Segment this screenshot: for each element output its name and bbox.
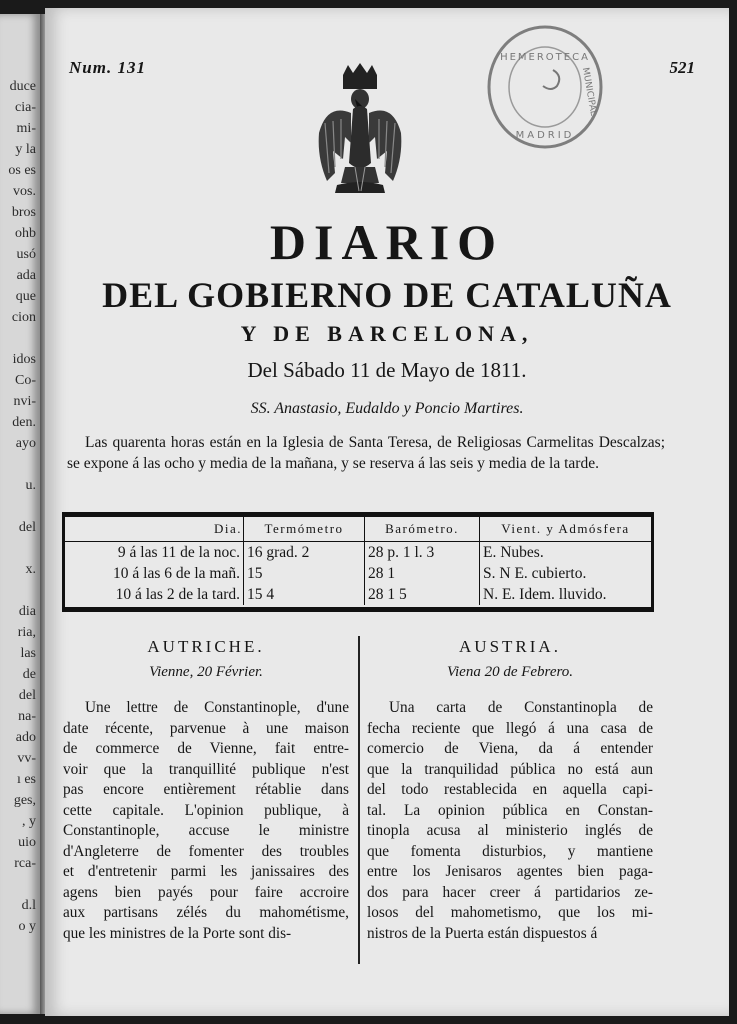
article-line: cette capitale. L'opinion publique, à <box>63 801 349 819</box>
facing-page-fragment: idos <box>12 352 36 367</box>
masthead-subtitle-2: Y DE BARCELONA, <box>240 321 534 346</box>
issue-number: Num. 131 <box>69 58 146 77</box>
article-line: tal. La opinion pública en Constan- <box>367 801 653 819</box>
article-line: Une lettre de Constantinople, d'une <box>85 699 349 716</box>
article-line: de commerce de Vienne, fait entre- <box>63 740 349 757</box>
article-line: que fomenta disturbios, y mantiene <box>367 842 653 860</box>
facing-page-fragment: que <box>15 289 36 304</box>
table-row <box>65 584 651 605</box>
facing-page-fragment: nvi- <box>13 394 36 409</box>
facing-page-edge <box>0 14 40 1014</box>
facing-page-fragment: , y <box>22 814 36 829</box>
article-line: aux partisans zélés du mahométisme, <box>63 904 349 921</box>
facing-page-fragment: de <box>22 667 36 682</box>
weather-barometer-cell: 28 1 <box>365 563 480 584</box>
facing-page-fragment: d.l <box>21 898 36 913</box>
article-body <box>367 698 653 944</box>
library-stamp <box>483 20 607 154</box>
weather-thermometer-cell: 15 <box>244 563 365 584</box>
column-divider <box>358 636 360 964</box>
article-line: que la tranquilidad pública no está aun <box>367 760 653 778</box>
facing-page-fragment: cia- <box>15 100 36 115</box>
table-row <box>65 542 651 564</box>
facing-page-fragment: os es <box>8 163 36 178</box>
weather-header-wind: Vient. y Admósfera <box>480 517 652 542</box>
article-line: pas encore entièrement rétablie dans <box>63 781 349 798</box>
weather-thermometer-cell: 16 grad. 2 <box>244 542 365 564</box>
weather-header-barometer: Barómetro. <box>365 517 480 542</box>
masthead-title: DIARIO <box>269 214 505 270</box>
weather-table <box>62 512 654 612</box>
crowned-eagle-emblem <box>315 63 405 203</box>
facing-page-fragment: las <box>20 646 36 661</box>
article-line: et d'entretenir parmi les janissaires des <box>63 863 349 880</box>
article-french <box>63 634 349 944</box>
facing-page-fragment: cion <box>11 310 36 325</box>
facing-page-fragment: bros <box>11 205 36 220</box>
saints-of-day: SS. Anastasio, Eudaldo y Poncio Martires. <box>250 400 524 417</box>
facing-page-fragment: ado <box>15 730 36 745</box>
facing-page-fragment: vv- <box>17 751 36 766</box>
weather-header-day: Dia. <box>65 517 244 542</box>
weather-wind-cell: E. Nubes. <box>483 543 544 561</box>
article-line: losos del mahometismo, que los mi- <box>367 904 653 921</box>
issue-date: Del Sábado 11 de Mayo de 1811. <box>247 358 527 382</box>
article-spanish <box>367 634 653 944</box>
table-row <box>65 563 651 584</box>
facing-page-fragment: ohb <box>15 226 36 241</box>
weather-wind-cell: S. N E. cubierto. <box>483 564 587 582</box>
weather-thermometer-cell: 15 4 <box>244 584 365 605</box>
newspaper-page <box>45 8 729 1016</box>
facing-page-fragment: u. <box>25 478 36 493</box>
article-line: agens bien payés pour faire accroire <box>63 883 349 901</box>
facing-page-fragment: vos. <box>13 184 36 199</box>
weather-wind-cell: N. E. Idem. lluvido. <box>483 585 607 603</box>
article-body <box>63 698 349 944</box>
facing-page-fragment: den. <box>12 415 36 430</box>
weather-day-cell: 10 á las 6 de la mañ. <box>65 563 244 584</box>
facing-page-fragment: ada <box>16 268 36 283</box>
article-line: dos para hacer creer á partidarios ze- <box>367 883 653 901</box>
facing-page-fragment: ges, <box>13 793 36 808</box>
facing-page-fragment: y la <box>15 142 36 157</box>
article-line: d'Angleterre de fomenter des troubles <box>63 842 349 860</box>
facing-page-fragment: usó <box>16 247 36 262</box>
weather-barometer-cell: 28 1 5 <box>365 584 480 605</box>
page-number: 521 <box>669 58 695 77</box>
facing-page-fragment: dia <box>18 604 36 619</box>
article-line: que les ministres de la Porte sont dis- <box>63 924 292 942</box>
article-line: tinopla acusa al ministerio inglés de <box>367 822 653 839</box>
article-dateline: Viena 20 de Febrero. <box>446 664 574 680</box>
svg-text:MADRID: MADRID <box>515 130 575 141</box>
weather-day-cell: 10 á las 2 de la tard. <box>65 584 244 605</box>
facing-page-fragment: ayo <box>15 436 36 451</box>
article-line: del todo restablecida en aquella capi- <box>367 781 653 798</box>
article-heading: AUSTRIA. <box>459 637 561 656</box>
article-line: nistros de la Puerta están dispuestos á <box>367 924 598 942</box>
facing-page-fragment: Co- <box>15 373 36 388</box>
article-line: comercio de Viena, da á entender <box>367 740 653 757</box>
facing-page-fragment: duce <box>9 79 36 94</box>
article-line: date récente, parvenue à une maison <box>63 719 349 737</box>
religious-notice: Las quarenta horas están en la Iglesia de Santa Teresa, de Religiosas Carmelitas Descalzas; se expone á las ocho y media de la mañana, y se reserva á las seis y media de la tarde. <box>67 434 665 472</box>
article-line: Constantinople, accuse le ministre <box>63 822 349 839</box>
facing-page-fragment: ı es <box>16 772 36 787</box>
weather-barometer-cell: 28 p. 1 l. 3 <box>365 542 480 564</box>
weather-header-thermometer: Termómetro <box>244 517 365 542</box>
facing-page-fragment: del <box>18 520 36 535</box>
facing-page-fragment: mi- <box>16 121 36 136</box>
facing-page-fragment: uio <box>18 835 36 850</box>
facing-page-fragment: o y <box>18 919 36 934</box>
weather-day-cell: 9 á las 11 de la noc. <box>65 542 244 564</box>
article-line: Una carta de Constantinopla de <box>389 699 653 716</box>
masthead-subtitle: DEL GOBIERNO DE CATALUÑA <box>102 275 672 315</box>
article-line: voir que la tranquillité publique n'est <box>63 760 349 778</box>
facing-page-fragment: rca- <box>14 856 36 871</box>
facing-page-fragment: na- <box>18 709 36 724</box>
facing-page-fragment: x. <box>25 562 36 577</box>
article-line: entre los Jenisaros agentes bien paga- <box>367 863 653 880</box>
article-line: fecha reciente que llegó á una casa de <box>367 719 653 737</box>
article-dateline: Vienne, 20 Février. <box>149 664 263 680</box>
facing-page-fragment: del <box>18 688 36 703</box>
article-heading: AUTRICHE. <box>147 637 265 656</box>
svg-text:MUNICIPAL: MUNICIPAL <box>579 66 599 117</box>
facing-page-fragment: ria, <box>17 625 36 640</box>
svg-text:HEMEROTECA: HEMEROTECA <box>500 52 590 63</box>
